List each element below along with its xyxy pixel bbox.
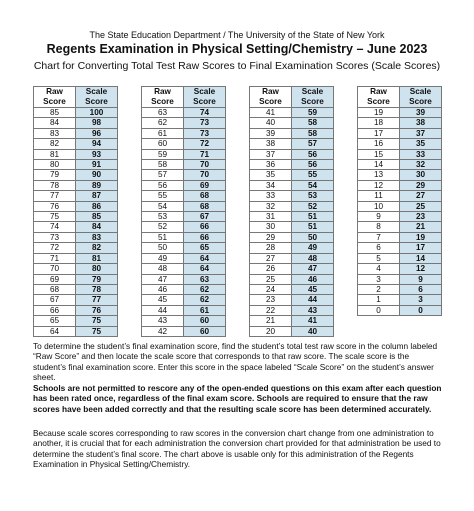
raw-score-cell: 6 <box>358 243 400 253</box>
scale-score-cell: 67 <box>184 212 226 222</box>
scale-score-cell: 45 <box>292 284 334 294</box>
table-row <box>250 222 334 232</box>
scale-score-cell: 86 <box>76 201 118 211</box>
table-row <box>358 305 442 315</box>
scale-score-cell: 71 <box>184 149 226 159</box>
scale-score-cell: 94 <box>76 139 118 149</box>
scale-score-cell: 62 <box>184 295 226 305</box>
raw-score-cell: 25 <box>250 274 292 284</box>
raw-score-cell: 45 <box>142 295 184 305</box>
table-row <box>250 191 334 201</box>
raw-score-cell: 56 <box>142 180 184 190</box>
raw-score-cell: 46 <box>142 284 184 294</box>
raw-score-cell: 79 <box>34 170 76 180</box>
conversion-chart-note-paragraph: Because scale scores corresponding to raw scores in the conversion chart change from one administration to another, it is crucial that for each administration the conversion chart provided for that administration be used to determine the student’s final score. The chart above is usable only for this administration of the Regents Examination in Physical Setting/Chemistry. <box>33 428 441 470</box>
raw-score-cell: 49 <box>142 253 184 263</box>
table-row <box>142 170 226 180</box>
table-row <box>358 264 442 274</box>
raw-score-cell: 38 <box>250 139 292 149</box>
raw-score-cell: 52 <box>142 222 184 232</box>
raw-score-cell: 8 <box>358 222 400 232</box>
scale-score-cell: 93 <box>76 149 118 159</box>
table-row <box>34 295 118 305</box>
raw-score-cell: 28 <box>250 243 292 253</box>
table-row <box>34 160 118 170</box>
raw-score-cell: 73 <box>34 232 76 242</box>
conversion-table-2 <box>141 86 226 337</box>
raw-score-header: Raw Score <box>34 87 76 108</box>
table-row <box>250 326 334 336</box>
raw-score-cell: 44 <box>142 305 184 315</box>
table-row <box>250 232 334 242</box>
table-row <box>142 160 226 170</box>
raw-score-cell: 32 <box>250 201 292 211</box>
raw-score-cell: 58 <box>142 160 184 170</box>
table-row <box>142 243 226 253</box>
scale-score-header: Scale Score <box>400 87 442 108</box>
table-row <box>358 284 442 294</box>
scale-score-cell: 29 <box>400 180 442 190</box>
table-row <box>358 108 442 118</box>
scale-score-cell: 54 <box>292 180 334 190</box>
table-row <box>142 232 226 242</box>
raw-score-cell: 60 <box>142 139 184 149</box>
scale-score-cell: 82 <box>76 243 118 253</box>
scale-score-cell: 49 <box>292 243 334 253</box>
scale-score-cell: 41 <box>292 316 334 326</box>
raw-score-cell: 18 <box>358 118 400 128</box>
scale-score-cell: 78 <box>76 284 118 294</box>
table-row <box>358 128 442 138</box>
table-row <box>142 139 226 149</box>
raw-score-cell: 31 <box>250 212 292 222</box>
table-row <box>358 191 442 201</box>
table-row <box>142 118 226 128</box>
raw-score-cell: 66 <box>34 305 76 315</box>
scale-score-cell: 39 <box>400 108 442 118</box>
raw-score-cell: 48 <box>142 264 184 274</box>
table-row <box>34 170 118 180</box>
scale-score-cell: 79 <box>76 274 118 284</box>
raw-score-cell: 11 <box>358 191 400 201</box>
scale-score-cell: 83 <box>76 232 118 242</box>
table-row <box>34 243 118 253</box>
table-row <box>358 118 442 128</box>
scale-score-cell: 68 <box>184 191 226 201</box>
table-row <box>34 305 118 315</box>
raw-score-cell: 42 <box>142 326 184 336</box>
table-row <box>142 326 226 336</box>
table-row <box>34 222 118 232</box>
scale-score-cell: 19 <box>400 232 442 242</box>
scale-score-cell: 84 <box>76 222 118 232</box>
scale-score-cell: 90 <box>76 170 118 180</box>
scale-score-cell: 63 <box>184 274 226 284</box>
table-row <box>34 264 118 274</box>
table-row <box>34 326 118 336</box>
table-row <box>250 160 334 170</box>
raw-score-cell: 80 <box>34 160 76 170</box>
scale-score-header: Scale Score <box>76 87 118 108</box>
raw-score-cell: 64 <box>34 326 76 336</box>
raw-score-cell: 9 <box>358 212 400 222</box>
scale-score-cell: 96 <box>76 128 118 138</box>
raw-score-cell: 76 <box>34 201 76 211</box>
scale-score-cell: 89 <box>76 180 118 190</box>
scale-score-cell: 65 <box>184 243 226 253</box>
table-row <box>250 149 334 159</box>
table-row <box>250 201 334 211</box>
scale-score-cell: 64 <box>184 253 226 263</box>
raw-score-cell: 84 <box>34 118 76 128</box>
raw-score-cell: 72 <box>34 243 76 253</box>
conversion-table-1 <box>33 86 118 337</box>
raw-score-cell: 40 <box>250 118 292 128</box>
raw-score-cell: 10 <box>358 201 400 211</box>
raw-score-cell: 2 <box>358 284 400 294</box>
raw-score-cell: 7 <box>358 232 400 242</box>
raw-score-cell: 83 <box>34 128 76 138</box>
raw-score-cell: 41 <box>250 108 292 118</box>
raw-score-cell: 82 <box>34 139 76 149</box>
raw-score-cell: 85 <box>34 108 76 118</box>
scale-score-cell: 74 <box>184 108 226 118</box>
raw-score-cell: 30 <box>250 222 292 232</box>
scale-score-cell: 57 <box>292 139 334 149</box>
raw-score-cell: 19 <box>358 108 400 118</box>
raw-score-header: Raw Score <box>250 87 292 108</box>
scale-score-cell: 66 <box>184 222 226 232</box>
scale-score-cell: 58 <box>292 128 334 138</box>
raw-score-cell: 5 <box>358 253 400 263</box>
rescore-policy-paragraph: Schools are not permitted to rescore any of the open-ended questions on this exam after each question has been rated once, regardless of the final exam score. Schools are required to ensure that the raw scores have been added correctly and that the resulting scale score has been determined accurately. <box>33 383 442 414</box>
scale-score-cell: 73 <box>184 128 226 138</box>
table-row <box>358 139 442 149</box>
scale-score-cell: 52 <box>292 201 334 211</box>
table-row <box>34 316 118 326</box>
table-row <box>358 212 442 222</box>
raw-score-cell: 14 <box>358 160 400 170</box>
conversion-table-4 <box>357 86 442 316</box>
table-row <box>142 222 226 232</box>
scale-score-cell: 81 <box>76 253 118 263</box>
raw-score-cell: 15 <box>358 149 400 159</box>
raw-score-cell: 27 <box>250 253 292 263</box>
raw-score-cell: 39 <box>250 128 292 138</box>
raw-score-cell: 4 <box>358 264 400 274</box>
table-row <box>250 264 334 274</box>
raw-score-cell: 67 <box>34 295 76 305</box>
scale-score-cell: 60 <box>184 326 226 336</box>
table-row <box>142 212 226 222</box>
table-row <box>358 295 442 305</box>
table-row <box>358 243 442 253</box>
scale-score-cell: 64 <box>184 264 226 274</box>
table-row <box>250 284 334 294</box>
scale-score-cell: 87 <box>76 191 118 201</box>
raw-score-cell: 23 <box>250 295 292 305</box>
raw-score-cell: 33 <box>250 191 292 201</box>
table-row <box>250 170 334 180</box>
table-row <box>142 316 226 326</box>
table-row <box>358 201 442 211</box>
table-row <box>142 108 226 118</box>
table-row <box>142 149 226 159</box>
table-row <box>142 253 226 263</box>
table-row <box>142 274 226 284</box>
raw-score-cell: 36 <box>250 160 292 170</box>
scale-score-cell: 17 <box>400 243 442 253</box>
table-row <box>358 274 442 284</box>
table-row <box>34 201 118 211</box>
raw-score-cell: 55 <box>142 191 184 201</box>
scale-score-cell: 75 <box>76 326 118 336</box>
raw-score-cell: 20 <box>250 326 292 336</box>
raw-score-header: Raw Score <box>142 87 184 108</box>
raw-score-cell: 34 <box>250 180 292 190</box>
raw-score-cell: 37 <box>250 149 292 159</box>
raw-score-cell: 62 <box>142 118 184 128</box>
table-row <box>250 243 334 253</box>
scale-score-cell: 73 <box>184 118 226 128</box>
scale-score-cell: 91 <box>76 160 118 170</box>
table-row <box>142 201 226 211</box>
scale-score-cell: 68 <box>184 201 226 211</box>
scale-score-cell: 3 <box>400 295 442 305</box>
table-row <box>358 180 442 190</box>
scale-score-cell: 51 <box>292 212 334 222</box>
raw-score-cell: 21 <box>250 316 292 326</box>
scale-score-cell: 6 <box>400 284 442 294</box>
raw-score-cell: 78 <box>34 180 76 190</box>
table-row <box>250 180 334 190</box>
raw-score-cell: 74 <box>34 222 76 232</box>
conversion-tables <box>33 86 443 336</box>
raw-score-cell: 57 <box>142 170 184 180</box>
scale-score-cell: 100 <box>76 108 118 118</box>
department-line: The State Education Department / The University of the State of New York <box>89 30 385 40</box>
raw-score-cell: 1 <box>358 295 400 305</box>
scale-score-cell: 48 <box>292 253 334 263</box>
table-row <box>358 232 442 242</box>
table-row <box>34 128 118 138</box>
table-row <box>358 253 442 263</box>
raw-score-cell: 68 <box>34 284 76 294</box>
table-row <box>142 191 226 201</box>
scale-score-cell: 38 <box>400 118 442 128</box>
raw-score-cell: 0 <box>358 305 400 315</box>
table-row <box>358 160 442 170</box>
raw-score-cell: 51 <box>142 232 184 242</box>
scale-score-cell: 50 <box>292 232 334 242</box>
scale-score-cell: 35 <box>400 139 442 149</box>
scale-score-cell: 25 <box>400 201 442 211</box>
raw-score-cell: 16 <box>358 139 400 149</box>
raw-score-cell: 70 <box>34 264 76 274</box>
table-row <box>34 149 118 159</box>
table-row <box>358 170 442 180</box>
raw-score-cell: 29 <box>250 232 292 242</box>
chart-subtitle: Chart for Converting Total Test Raw Scores to Final Examination Scores (Scale Scores) <box>33 60 441 72</box>
scale-score-cell: 37 <box>400 128 442 138</box>
raw-score-cell: 54 <box>142 201 184 211</box>
raw-score-cell: 26 <box>250 264 292 274</box>
raw-score-cell: 71 <box>34 253 76 263</box>
raw-score-cell: 59 <box>142 149 184 159</box>
raw-score-cell: 75 <box>34 212 76 222</box>
table-row <box>34 191 118 201</box>
scale-score-cell: 59 <box>292 108 334 118</box>
scale-score-cell: 75 <box>76 316 118 326</box>
scale-score-cell: 76 <box>76 305 118 315</box>
table-row <box>142 295 226 305</box>
table-row <box>142 264 226 274</box>
scale-score-cell: 66 <box>184 232 226 242</box>
scale-score-cell: 56 <box>292 149 334 159</box>
scale-score-cell: 21 <box>400 222 442 232</box>
table-row <box>250 253 334 263</box>
scale-score-cell: 33 <box>400 149 442 159</box>
table-row <box>34 139 118 149</box>
table-row <box>34 284 118 294</box>
raw-score-cell: 47 <box>142 274 184 284</box>
raw-score-cell: 53 <box>142 212 184 222</box>
table-row <box>142 305 226 315</box>
table-row <box>250 139 334 149</box>
scale-score-cell: 32 <box>400 160 442 170</box>
scale-score-cell: 55 <box>292 170 334 180</box>
scale-score-cell: 70 <box>184 170 226 180</box>
scale-score-cell: 12 <box>400 264 442 274</box>
raw-score-cell: 81 <box>34 149 76 159</box>
raw-score-cell: 50 <box>142 243 184 253</box>
scale-score-cell: 53 <box>292 191 334 201</box>
table-row <box>34 253 118 263</box>
table-row <box>250 316 334 326</box>
scale-score-cell: 56 <box>292 160 334 170</box>
table-row <box>34 180 118 190</box>
table-row <box>34 212 118 222</box>
scale-score-cell: 69 <box>184 180 226 190</box>
table-row <box>142 284 226 294</box>
exam-title: Regents Examination in Physical Setting/Chemistry – June 2023 <box>46 42 428 56</box>
scale-score-cell: 70 <box>184 160 226 170</box>
scale-score-cell: 44 <box>292 295 334 305</box>
table-row <box>250 305 334 315</box>
table-row <box>250 212 334 222</box>
table-row <box>142 128 226 138</box>
table-row <box>34 108 118 118</box>
raw-score-header: Raw Score <box>358 87 400 108</box>
scale-score-cell: 62 <box>184 284 226 294</box>
raw-score-cell: 13 <box>358 170 400 180</box>
table-row <box>250 295 334 305</box>
scale-score-cell: 85 <box>76 212 118 222</box>
table-row <box>142 180 226 190</box>
scale-score-cell: 61 <box>184 305 226 315</box>
table-row <box>34 274 118 284</box>
scale-score-cell: 51 <box>292 222 334 232</box>
table-row <box>34 232 118 242</box>
scale-score-cell: 72 <box>184 139 226 149</box>
raw-score-cell: 69 <box>34 274 76 284</box>
raw-score-cell: 17 <box>358 128 400 138</box>
scale-score-cell: 60 <box>184 316 226 326</box>
raw-score-cell: 24 <box>250 284 292 294</box>
raw-score-cell: 61 <box>142 128 184 138</box>
scale-score-cell: 14 <box>400 253 442 263</box>
scale-score-cell: 0 <box>400 305 442 315</box>
scale-score-cell: 98 <box>76 118 118 128</box>
table-row <box>250 274 334 284</box>
scale-score-cell: 47 <box>292 264 334 274</box>
scale-score-cell: 30 <box>400 170 442 180</box>
raw-score-cell: 77 <box>34 191 76 201</box>
raw-score-cell: 43 <box>142 316 184 326</box>
scale-score-cell: 9 <box>400 274 442 284</box>
scale-score-cell: 43 <box>292 305 334 315</box>
table-row <box>250 128 334 138</box>
raw-score-cell: 63 <box>142 108 184 118</box>
raw-score-cell: 22 <box>250 305 292 315</box>
scale-score-header: Scale Score <box>184 87 226 108</box>
instructions-paragraph: To determine the student’s final examination score, find the student’s total test raw score in the column labeled “Raw Score” and then locate the scale score that corresponds to that raw score. The scale score is the student’s final examination score. Enter this score in the space labeled “Scale Score” on the student’s answer sheet. <box>33 341 438 383</box>
scale-score-cell: 40 <box>292 326 334 336</box>
scale-score-cell: 27 <box>400 191 442 201</box>
raw-score-cell: 65 <box>34 316 76 326</box>
scale-score-cell: 77 <box>76 295 118 305</box>
scale-score-cell: 58 <box>292 118 334 128</box>
conversion-table-3 <box>249 86 334 337</box>
scale-score-cell: 23 <box>400 212 442 222</box>
raw-score-cell: 3 <box>358 274 400 284</box>
table-row <box>358 222 442 232</box>
table-row <box>250 118 334 128</box>
scale-score-cell: 46 <box>292 274 334 284</box>
scale-score-cell: 80 <box>76 264 118 274</box>
table-row <box>250 108 334 118</box>
raw-score-cell: 12 <box>358 180 400 190</box>
table-row <box>358 149 442 159</box>
table-row <box>34 118 118 128</box>
scale-score-header: Scale Score <box>292 87 334 108</box>
raw-score-cell: 35 <box>250 170 292 180</box>
